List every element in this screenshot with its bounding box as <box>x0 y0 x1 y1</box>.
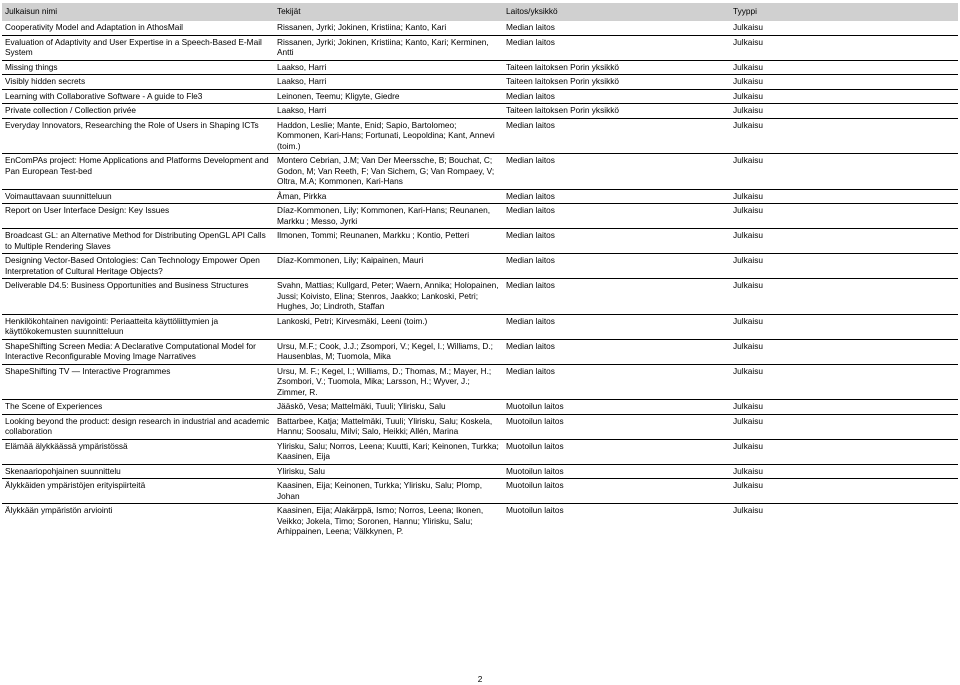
page-number: 2 <box>477 674 483 684</box>
cell-authors: Kaasinen, Eija; Alakärppä, Ismo; Norros, Leena; Ikonen, Veikko; Jokela, Timo; Soronen, Hannu; Ylirisku, Salu; Arhippainen, Leena; Välkkynen, P. <box>274 504 503 539</box>
cell-title: Voimauttavaan suunnitteluun <box>2 189 274 204</box>
cell-type: Julkaisu <box>730 364 958 400</box>
table-row <box>2 314 958 339</box>
cell-type: Julkaisu <box>730 314 958 339</box>
table-row <box>2 339 958 364</box>
cell-authors: Haddon, Leslie; Mante, Enid; Sapio, Bartolomeo; Kommonen, Kari-Hans; Fortunati, Leopoldina; Kant, Annevi (toim.) <box>274 118 503 154</box>
table-row <box>2 75 958 90</box>
cell-department: Taiteen laitoksen Porin yksikkö <box>503 104 730 119</box>
cell-title: Designing Vector-Based Ontologies: Can Technology Empower Open Interpretation of Cultural Heritage Objects? <box>2 254 274 279</box>
table-row <box>2 21 958 35</box>
cell-type: Julkaisu <box>730 204 958 229</box>
table-row <box>2 254 958 279</box>
cell-title: Learning with Collaborative Software - A guide to Fle3 <box>2 89 274 104</box>
cell-department: Median laitos <box>503 229 730 254</box>
cell-department: Median laitos <box>506 22 555 32</box>
table-body <box>2 21 958 539</box>
cell-title: Älykkään ympäristön arviointi <box>2 504 274 539</box>
cell-title: EnComPAs project: Home Applications and Platforms Development and Pan European Test-bed <box>2 154 274 190</box>
cell-department: Median laitos <box>503 189 730 204</box>
cell-department: Median laitos <box>503 154 730 190</box>
cell-department: Median laitos <box>503 35 730 60</box>
cell-type: Julkaisu <box>730 118 958 154</box>
cell-title: ShapeShifting TV — Interactive Programmes <box>2 364 274 400</box>
cell-authors: Kaasinen, Eija; Keinonen, Turkka; Ylirisku, Salu; Plomp, Johan <box>274 479 503 504</box>
cell-department: Median laitos <box>503 204 730 229</box>
cell-authors: Ilmonen, Tommi; Reunanen, Markku ; Kontio, Petteri <box>274 229 503 254</box>
cell-authors: Ursu, M. F.; Kegel, I.; Williams, D.; Thomas, M.; Mayer, H.; Zsombori, V.; Tuomola, Mika; Larsson, H.; Wyver, J.; Zimmer, R. <box>274 364 503 400</box>
cell-title: Visibly hidden secrets <box>2 75 274 90</box>
cell-department: Median laitos <box>503 118 730 154</box>
cell-type: Julkaisu <box>730 414 958 439</box>
cell-authors: Svahn, Mattias; Kullgard, Peter; Waern, Annika; Holopainen, Jussi; Koivisto, Elina; Stenros, Jaakko; Lankoski, Petri; Hughes, Jo; Lindroth, Staffan <box>274 279 503 315</box>
cell-department: Muotoilun laitos <box>503 504 730 539</box>
table-row <box>2 439 958 464</box>
table-row <box>2 364 958 400</box>
cell-authors: Battarbee, Katja; Mattelmäki, Tuuli; Ylirisku, Salu; Koskela, Hannu; Soosalu, Milvi; Salo, Heikki; Allén, Marina <box>274 414 503 439</box>
cell-department: Muotoilun laitos <box>503 400 730 415</box>
table-row <box>2 504 958 539</box>
cell-department: Muotoilun laitos <box>503 464 730 479</box>
cell-type: Julkaisu <box>730 89 958 104</box>
cell-title: The Scene of Experiences <box>2 400 274 415</box>
table-row <box>2 89 958 104</box>
cell-authors: Díaz-Kommonen, Lily; Kaipainen, Mauri <box>274 254 503 279</box>
cell-department: Median laitos <box>503 314 730 339</box>
table-row <box>2 229 958 254</box>
cell-authors: Ylirisku, Salu <box>274 464 503 479</box>
cell-type: Julkaisu <box>730 464 958 479</box>
header-authors: Tekijät <box>274 3 503 21</box>
cell-title: Elämää älykkäässä ympäristössä <box>2 439 274 464</box>
cell-department: Taiteen laitoksen Porin yksikkö <box>503 75 730 90</box>
cell-title: Broadcast GL: an Alternative Method for Distributing OpenGL API Calls to Multiple Rendering Slaves <box>2 229 274 254</box>
table-row <box>2 204 958 229</box>
cell-authors: Díaz-Kommonen, Lily; Kommonen, Kari-Hans; Reunanen, Markku ; Messo, Jyrki <box>274 204 503 229</box>
table-row <box>2 279 958 315</box>
cell-title: Private collection / Collection privée <box>2 104 274 119</box>
cell-department: Muotoilun laitos <box>503 439 730 464</box>
table-row <box>2 118 958 154</box>
cell-type: Julkaisu <box>733 22 763 32</box>
cell-title: Älykkäiden ympäristöjen erityispiirteitä <box>2 479 274 504</box>
cell-authors: Åman, Pirkka <box>274 189 503 204</box>
cell-authors: Laakso, Harri <box>274 60 503 75</box>
cell-type: Julkaisu <box>730 504 958 539</box>
cell-authors: Lankoski, Petri; Kirvesmäki, Leeni (toim.) <box>274 314 503 339</box>
table-row <box>2 400 958 415</box>
cell-title: Missing things <box>2 60 274 75</box>
cell-type: Julkaisu <box>730 254 958 279</box>
cell-type: Julkaisu <box>730 104 958 119</box>
publications-table <box>2 3 958 539</box>
table-row <box>2 414 958 439</box>
header-type: Tyyppi <box>730 3 958 21</box>
cell-department: Median laitos <box>503 339 730 364</box>
cell-type: Julkaisu <box>730 279 958 315</box>
cell-authors: Ursu, M.F.; Cook, J.J.; Zsompori, V.; Kegel, I.; Williams, D.; Hausenblas, M; Tuomola, Mika <box>274 339 503 364</box>
cell-department: Median laitos <box>503 89 730 104</box>
header-title: Julkaisun nimi <box>2 3 274 21</box>
cell-title: Deliverable D4.5: Business Opportunities and Business Structures <box>2 279 274 315</box>
cell-type: Julkaisu <box>730 439 958 464</box>
table-row <box>2 464 958 479</box>
cell-authors: Rissanen, Jyrki; Jokinen, Kristiina; Kanto, Kari <box>277 22 447 32</box>
cell-department: Taiteen laitoksen Porin yksikkö <box>503 60 730 75</box>
cell-type: Julkaisu <box>730 229 958 254</box>
cell-type: Julkaisu <box>730 400 958 415</box>
table-row <box>2 189 958 204</box>
cell-department: Median laitos <box>503 364 730 400</box>
header-department: Laitos/yksikkö <box>503 3 730 21</box>
cell-department: Muotoilun laitos <box>503 479 730 504</box>
cell-type: Julkaisu <box>730 189 958 204</box>
cell-department: Median laitos <box>503 254 730 279</box>
cell-title: Cooperativity Model and Adaptation in AthosMail <box>5 22 184 32</box>
cell-title: Evaluation of Adaptivity and User Expertise in a Speech-Based E-Mail System <box>2 35 274 60</box>
cell-department: Muotoilun laitos <box>503 414 730 439</box>
table-row <box>2 60 958 75</box>
cell-title: Everyday Innovators, Researching the Role of Users in Shaping ICTs <box>2 118 274 154</box>
cell-title: ShapeShifting Screen Media: A Declarative Computational Model for Interactive Reconfigurable Moving Image Narratives <box>2 339 274 364</box>
cell-title: Henkilökohtainen navigointi: Periaatteita käyttöliittymien ja käyttökokemusten suunnitteluun <box>2 314 274 339</box>
cell-title: Report on User Interface Design: Key Issues <box>2 204 274 229</box>
table-row <box>2 479 958 504</box>
cell-department: Median laitos <box>503 279 730 315</box>
cell-type: Julkaisu <box>730 339 958 364</box>
cell-type: Julkaisu <box>730 35 958 60</box>
table-row <box>2 104 958 119</box>
cell-title: Looking beyond the product: design research in industrial and academic collaboration <box>2 414 274 439</box>
table-row <box>2 154 958 190</box>
header-row <box>2 3 958 21</box>
table-row <box>2 35 958 60</box>
cell-type: Julkaisu <box>730 75 958 90</box>
cell-authors: Rissanen, Jyrki; Jokinen, Kristiina; Kanto, Kari; Kerminen, Antti <box>274 35 503 60</box>
cell-title: Skenaariopohjainen suunnittelu <box>2 464 274 479</box>
cell-authors: Leinonen, Teemu; Kligyte, Giedre <box>274 89 503 104</box>
cell-authors: Montero Cebrian, J.M; Van Der Meerssche, B; Bouchat, C; Godon, M; Van Reeth, F; Van Sichem, G; Van Rompaey, V; Oltra, M.A; Kommonen, Kari-Hans <box>274 154 503 190</box>
cell-authors: Laakso, Harri <box>274 104 503 119</box>
cell-type: Julkaisu <box>730 154 958 190</box>
cell-authors: Ylirisku, Salu; Norros, Leena; Kuutti, Kari; Keinonen, Turkka; Kaasinen, Eija <box>274 439 503 464</box>
cell-type: Julkaisu <box>730 60 958 75</box>
cell-authors: Jääskö, Vesa; Mattelmäki, Tuuli; Ylirisku, Salu <box>274 400 503 415</box>
cell-authors: Laakso, Harri <box>274 75 503 90</box>
cell-type: Julkaisu <box>730 479 958 504</box>
